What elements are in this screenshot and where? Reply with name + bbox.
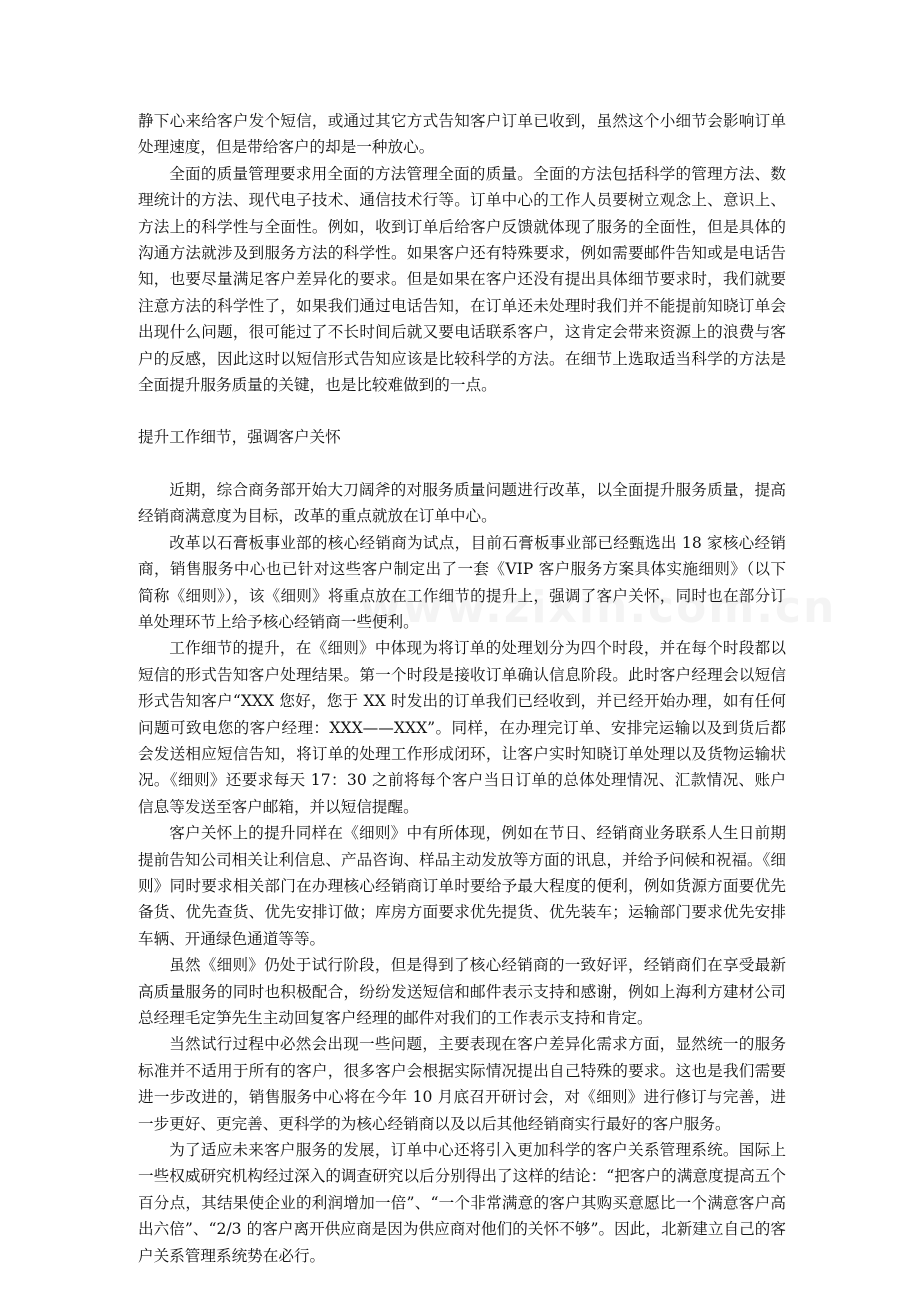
paragraph: 当然试行过程中必然会出现一些问题，主要表现在客户差异化需求方面，显然统一的服务标准并不适用于所有的客户，很多客户会根据实际情况提出自己特殊的要求。这也是我们需要进一步改进的，销售服务中心将在今年 10 月底召开研讨会，对《细则》进行修订与完善，进一步更好、更完善、更科学的为核心经销商以及以后其他经销商实行最好的客户服务。 — [138, 1035, 786, 1133]
paragraph: 改革以石膏板事业部的核心经销商为试点，目前石膏板事业部已经甄选出 18 家核心经销商，销售服务中心也已针对这些客户制定出了一套《VIP 客户服务方案具体实施细则》（以下简称《细则》），该《细则》将重点放在工作细节的提升上，强调了客户关怀，同时也在部分订单处理环节上给予核心经销商一些便利。 — [138, 533, 786, 631]
blank-line — [138, 451, 786, 477]
paragraph: 近期，综合商务部开始大刀阔斧的对服务质量问题进行改革，以全面提升服务质量，提高经销商满意度为目标，改革的重点就放在订单中心。 — [138, 480, 786, 526]
section-heading: 提升工作细节，强调客户关怀 — [138, 428, 341, 447]
paragraph: 工作细节的提升，在《细则》中体现为将订单的处理划分为四个时段，并在每个时段都以短信的形式告知客户处理结果。第一个时段是接收订单确认信息阶段。此时客户经理会以短信形式告知客户“XXX 您好，您于 XX 时发出的订单我们已经收到，并已经开始办理，如有任何问题可致电您的客户经理：XXX——XXX”。同样，在办理完订单、安排完运输以及到货后都会发送相应短信告知，将订单的处理工作形成闭环，让客户实时知晓订单处理以及货物运输状况。《细则》还要求每天 17：30 之前将每个客户当日订单的总体处理情况、汇款情况、账户信息等发送至客户邮箱，并以短信提醒。 — [138, 639, 786, 816]
document-body — [138, 108, 786, 1269]
paragraph: 全面的质量管理要求用全面的方法管理全面的质量。全面的方法包括科学的管理方法、数理统计的方法、现代电子技术、通信技术行等。订单中心的工作人员要树立观念上、意识上、方法上的科学性与全面性。例如，收到订单后给客户反馈就体现了服务的全面性，但是具体的沟通方法就涉及到服务方法的科学性。如果客户还有特殊要求，例如需要邮件告知或是电话告知，也要尽量满足客户差异化的要求。但是如果在客户还没有提出具体细节要求时，我们就要注意方法的科学性了，如果我们通过电话告知，在订单还未处理时我们并不能提前知晓订单会出现什么问题，很可能过了不长时间后就又要电话联系客户，这肯定会带来资源上的浪费与客户的反感，因此这时以短信形式告知应该是比较科学的方法。在细节上选取适当科学的方法是全面提升服务质量的关键，也是比较难做到的一点。 — [138, 164, 786, 395]
paragraph: 客户关怀上的提升同样在《细则》中有所体现，例如在节日、经销商业务联系人生日前期提前告知公司相关让利信息、产品咨询、样品主动发放等方面的讯息，并给予问候和祝福。《细则》同时要求相关部门在办理核心经销商订单时要给予最大程度的便利，例如货源方面要优先备货、优先查货、优先安排订做；库房方面要求优先提货、优先装车；运输部门要求优先安排车辆、开通绿色通道等等。 — [138, 824, 786, 948]
paragraph: 为了适应未来客户服务的发展，订单中心还将引入更加科学的客户关系管理系统。国际上一些权威研究机构经过深入的调查研究以后分别得出了这样的结论：“把客户的满意度提高五个百分点，其结果使企业的利润增加一倍”、“一个非常满意的客户其购买意愿比一个满意客户高出六倍”、“2/3 的客户离开供应商是因为供应商对他们的关怀不够”。因此，北新建立自己的客户关系管理系统势在必行。 — [138, 1141, 786, 1265]
paragraph: 静下心来给客户发个短信，或通过其它方式告知客户订单已收到，虽然这个小细节会影响订单处理速度，但是带给客户的却是一种放心。 — [138, 112, 786, 157]
paragraph: 虽然《细则》仍处于试行阶段，但是得到了核心经销商的一致好评，经销商们在享受最新高质量服务的同时也积极配合，纷纷发送短信和邮件表示支持和感谢，例如上海利方建材公司总经理毛定笋先生主动回复客户经理的邮件对我们的工作表示支持和肯定。 — [138, 956, 786, 1027]
